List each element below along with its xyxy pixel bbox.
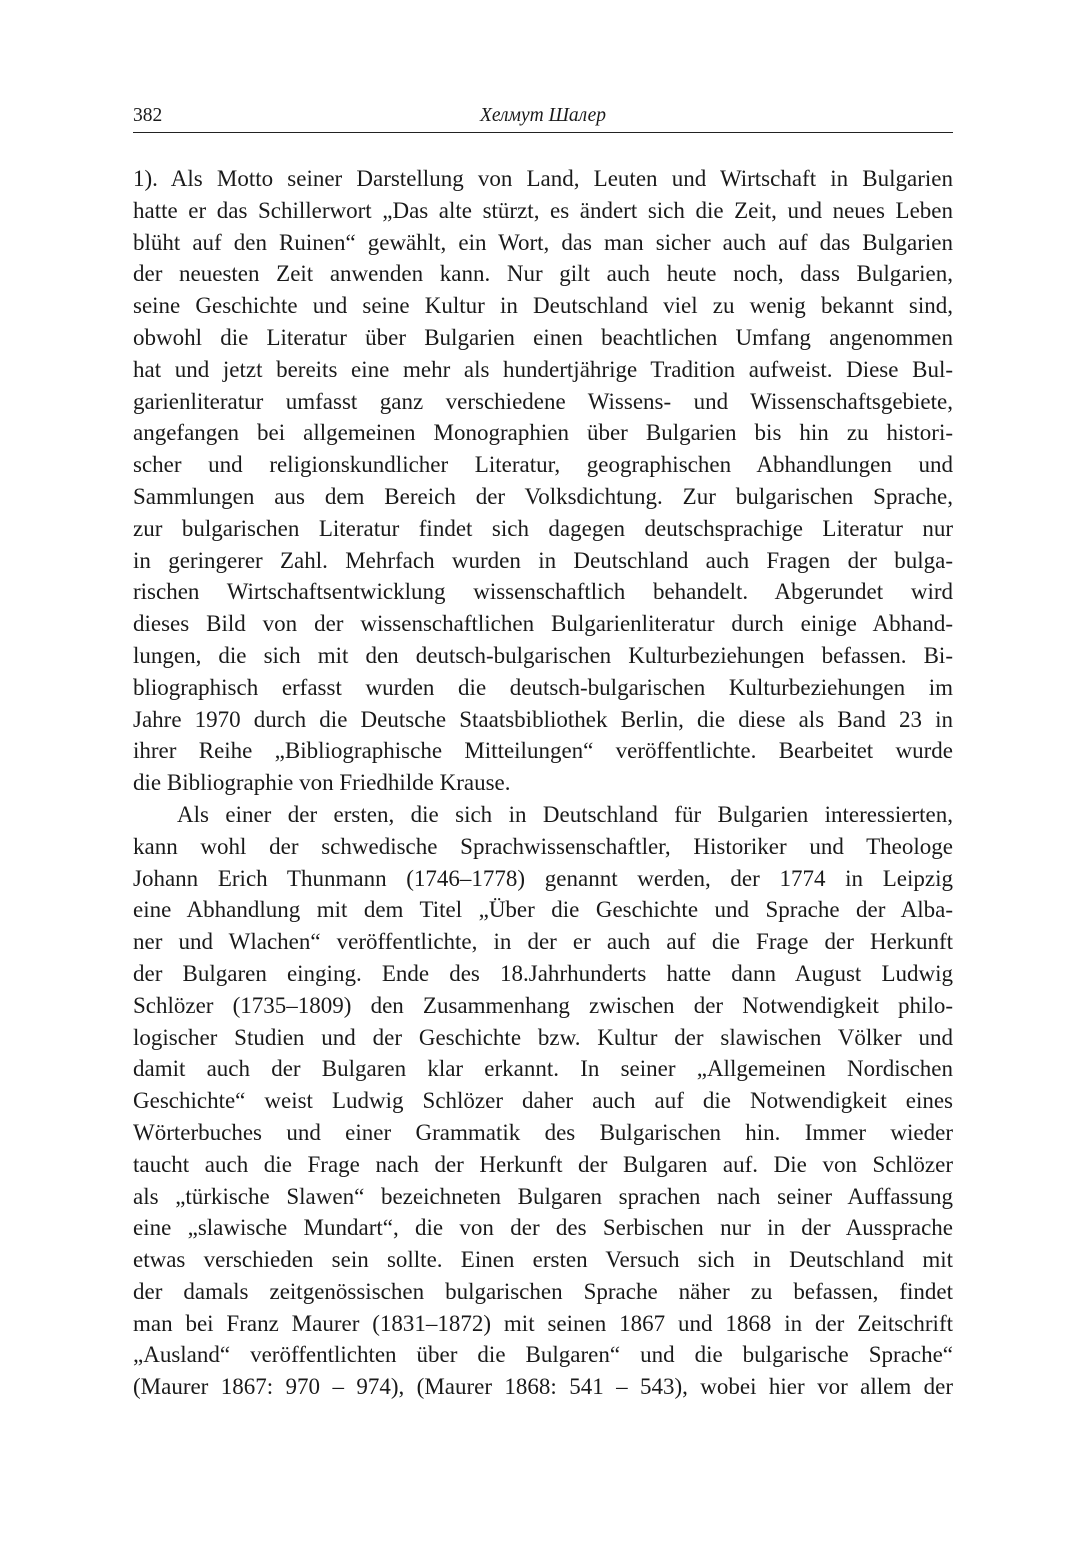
text-line: etwas verschieden sein sollte. Einen ersten Versuch sich in Deutschland mit — [133, 1247, 953, 1273]
text-line: garienliteratur umfasst ganz verschiedene Wissens- und Wissenschaftsgebiete, — [133, 388, 953, 414]
text-line: scher und religionskundlicher Literatur, geographischen Abhandlungen und — [133, 452, 953, 478]
text-line: „Ausland“ veröffentlichten über die Bulgaren“ und die bulgarische Sprache“ — [133, 1342, 953, 1368]
body-text — [133, 163, 953, 1403]
text-line: als „türkische Slawen“ bezeichneten Bulgaren sprachen nach seiner Auffassung — [133, 1183, 953, 1209]
text-line: Geschichte“ weist Ludwig Schlözer daher auch auf die Notwendigkeit eines — [133, 1088, 953, 1114]
text-line: der Bulgaren einging. Ende des 18.Jahrhunderts hatte dann August Ludwig — [133, 960, 953, 986]
text-line: dieses Bild von der wissenschaftlichen Bulgarienliteratur durch einige Abhand- — [133, 611, 953, 637]
paragraph — [133, 163, 953, 799]
text-line: hatte er das Schillerwort „Das alte stürzt, es ändert sich die Zeit, und neues Leben — [133, 197, 953, 223]
text-line: logischer Studien und der Geschichte bzw. Kultur der slawischen Völker und — [133, 1024, 953, 1050]
text-line: Johann Erich Thunmann (1746–1778) genannt werden, der 1774 in Leipzig — [133, 865, 953, 891]
text-line: bliographisch erfasst wurden die deutsch-bulgarischen Kulturbeziehungen im — [133, 674, 953, 700]
text-line: eine „slawische Mundart“, die von der des Serbischen nur in der Aussprache — [133, 1215, 953, 1241]
text-line: man bei Franz Maurer (1831–1872) mit seinen 1867 und 1868 in der Zeitschrift — [133, 1310, 953, 1336]
text-line: Wörterbuches und einer Grammatik des Bulgarischen hin. Immer wieder — [133, 1119, 953, 1145]
text-line: lungen, die sich mit den deutsch-bulgarischen Kulturbeziehungen befassen. Bi- — [133, 642, 953, 668]
text-line: Jahre 1970 durch die Deutsche Staatsbibliothek Berlin, die diese als Band 23 in — [133, 706, 953, 732]
page-number: 382 — [133, 105, 163, 126]
text-line: kann wohl der schwedische Sprachwissenschaftler, Historiker und Theologe — [133, 833, 953, 859]
text-line: taucht auch die Frage nach der Herkunft der Bulgaren auf. Die von Schlözer — [133, 1151, 953, 1177]
running-title: Хелмут Шалер — [479, 105, 607, 126]
text-line: obwohl die Literatur über Bulgarien einen beachtlichen Umfang angenommen — [133, 324, 953, 350]
text-line: Als einer der ersten, die sich in Deutschland für Bulgarien interessierten, — [177, 801, 953, 827]
text-line: seine Geschichte und seine Kultur in Deutschland viel zu wenig bekannt sind, — [133, 293, 953, 319]
text-line: damit auch der Bulgaren klar erkannt. In seiner „Allgemeinen Nordischen — [133, 1056, 953, 1082]
text-line: ihrer Reihe „Bibliographische Mitteilungen“ veröffentlichte. Bearbeitet wurde — [133, 738, 953, 764]
text-line: angefangen bei allgemeinen Monographien über Bulgarien bis hin zu histori- — [133, 420, 953, 446]
text-line: der damals zeitgenössischen bulgarischen Sprache näher zu befassen, findet — [133, 1278, 953, 1304]
text-line: blüht auf den Ruinen“ gewählt, ein Wort, das man sicher auch auf das Bulgarien — [133, 229, 953, 255]
text-line: der neuesten Zeit anwenden kann. Nur gilt auch heute noch, dass Bulgarien, — [133, 261, 953, 287]
paragraph — [133, 799, 953, 1403]
text-line: zur bulgarischen Literatur findet sich dagegen deutschsprachige Literatur nur — [133, 515, 953, 541]
text-line: die Bibliographie von Friedhilde Krause. — [133, 770, 511, 796]
text-line: hat und jetzt bereits eine mehr als hundertjährige Tradition aufweist. Diese Bul- — [133, 356, 953, 382]
text-line: ner und Wlachen“ veröffentlichte, in der er auch auf die Frage der Herkunft — [133, 929, 953, 955]
text-line: Sammlungen aus dem Bereich der Volksdichtung. Zur bulgarischen Sprache, — [133, 483, 953, 509]
text-line: (Maurer 1867: 970 – 974), (Maurer 1868: 541 – 543), wobei hier vor allem der — [133, 1374, 953, 1400]
text-line: 1). Als Motto seiner Darstellung von Land, Leuten und Wirtschaft in Bulgarien — [133, 166, 953, 191]
text-line: eine Abhandlung mit dem Titel „Über die Geschichte und Sprache der Alba- — [133, 897, 953, 923]
text-line: Schlözer (1735–1809) den Zusammenhang zwischen der Notwendigkeit philo- — [133, 992, 953, 1018]
running-header — [133, 104, 953, 133]
text-line: rischen Wirtschaftsentwicklung wissenschaftlich behandelt. Abgerundet wird — [133, 579, 953, 605]
text-line: in geringerer Zahl. Mehrfach wurden in Deutschland auch Fragen der bulga- — [133, 547, 953, 573]
